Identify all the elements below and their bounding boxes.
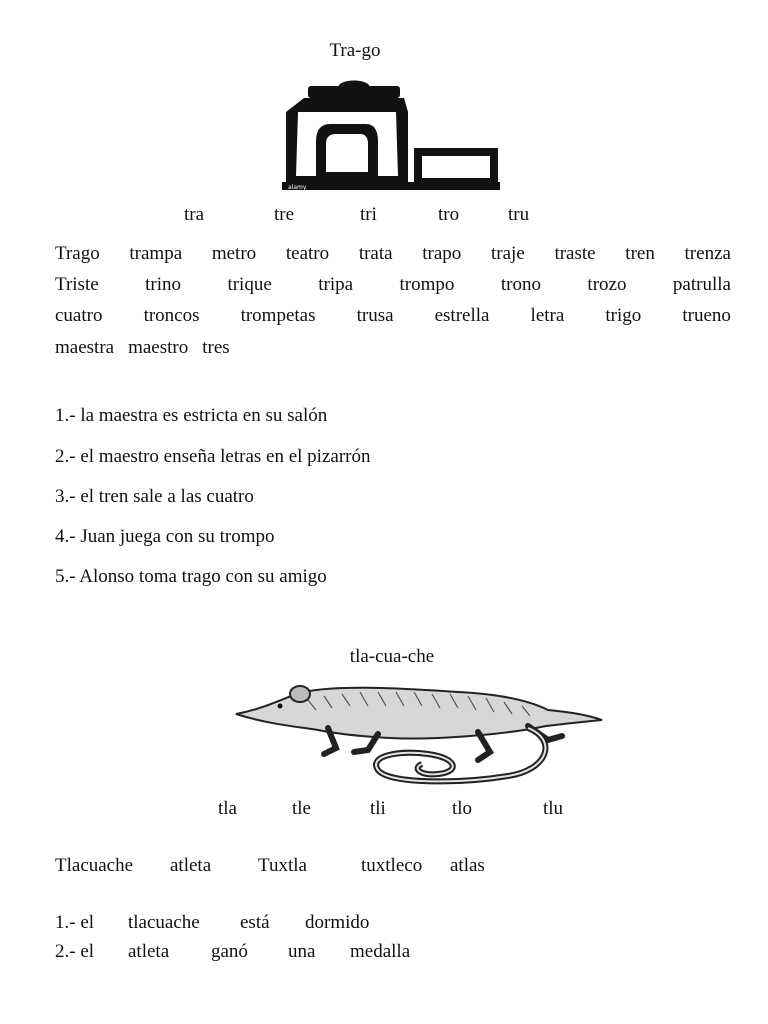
word: ganó: [211, 941, 248, 962]
trago-title: Tra-go: [329, 40, 381, 61]
opossum-ear: [290, 686, 310, 702]
syllable: tli: [370, 798, 386, 819]
word: 1.- el: [55, 912, 95, 933]
syllable: tri: [360, 204, 377, 225]
word: letra: [530, 305, 565, 326]
word: Trago: [55, 243, 100, 264]
word: atleta: [170, 855, 212, 876]
word: trono: [500, 274, 541, 295]
word: una: [288, 941, 316, 962]
word: trueno: [682, 305, 731, 326]
word: trata: [358, 243, 393, 264]
word: Tlacuache: [55, 855, 134, 876]
syllable: tlu: [543, 798, 564, 819]
sentence-3: 3.- el tren sale a las cuatro: [55, 486, 254, 507]
word-row-3: [55, 305, 731, 327]
word: maestro: [128, 337, 189, 358]
word: tripa: [318, 274, 354, 295]
word: dormido: [305, 912, 370, 933]
word: está: [240, 912, 270, 933]
word: trompetas: [240, 305, 316, 326]
word: atleta: [128, 941, 170, 962]
syllable: tlo: [452, 798, 473, 819]
tlacuache-illustration: [228, 680, 612, 792]
word: estrella: [434, 305, 490, 326]
sentence-4: 4.- Juan juega con su trompo: [55, 526, 275, 547]
word: cuatro: [55, 305, 103, 326]
word: metro: [211, 243, 257, 264]
sentence-1: 1.- la maestra es estricta en su salón: [55, 405, 328, 426]
tlacuache-title: tla-cua-che: [349, 646, 435, 667]
word-row-1: [55, 243, 731, 265]
word: atlas: [450, 855, 485, 876]
bottle-cap: [308, 86, 400, 98]
word: maestra: [55, 337, 115, 358]
syllable: tro: [438, 204, 460, 225]
sentence-5: 5.- Alonso toma trago con su amigo: [55, 566, 327, 587]
glass-inner: [422, 156, 490, 178]
bottle-label-inner: [326, 134, 368, 172]
word: trigo: [605, 305, 642, 326]
word: trusa: [356, 305, 394, 326]
sentence-2: 2.- el maestro enseña letras en el pizarrón: [55, 446, 371, 467]
word: trenza: [684, 243, 731, 264]
word: traste: [554, 243, 596, 264]
syllable: tle: [292, 798, 311, 819]
word: 2.- el: [55, 941, 95, 962]
word: trique: [227, 274, 272, 295]
syllable: tru: [508, 204, 530, 225]
alamy-watermark: alamy: [288, 184, 307, 191]
word: trompo: [399, 274, 455, 295]
word: medalla: [350, 941, 411, 962]
word: tren: [625, 243, 655, 264]
word: trozo: [587, 274, 627, 295]
word: Triste: [55, 274, 99, 295]
image-base-strip: [282, 182, 500, 190]
word: trino: [145, 274, 181, 295]
syllable: tla: [218, 798, 237, 819]
word: teatro: [285, 243, 330, 264]
syllable: tra: [184, 204, 205, 225]
word: troncos: [143, 305, 200, 326]
word-row-2: [55, 274, 731, 296]
word: trampa: [129, 243, 183, 264]
word: patrulla: [672, 274, 731, 295]
word: traje: [491, 243, 525, 264]
word: Tuxtla: [258, 855, 307, 876]
word: trapo: [422, 243, 462, 264]
opossum-eye: [278, 704, 283, 709]
word-row-4: [55, 337, 731, 359]
syllable: tre: [274, 204, 295, 225]
trago-bottle-illustration: [278, 72, 504, 192]
word: tlacuache: [128, 912, 200, 933]
word: tres: [202, 337, 230, 358]
word: tuxtleco: [361, 855, 423, 876]
